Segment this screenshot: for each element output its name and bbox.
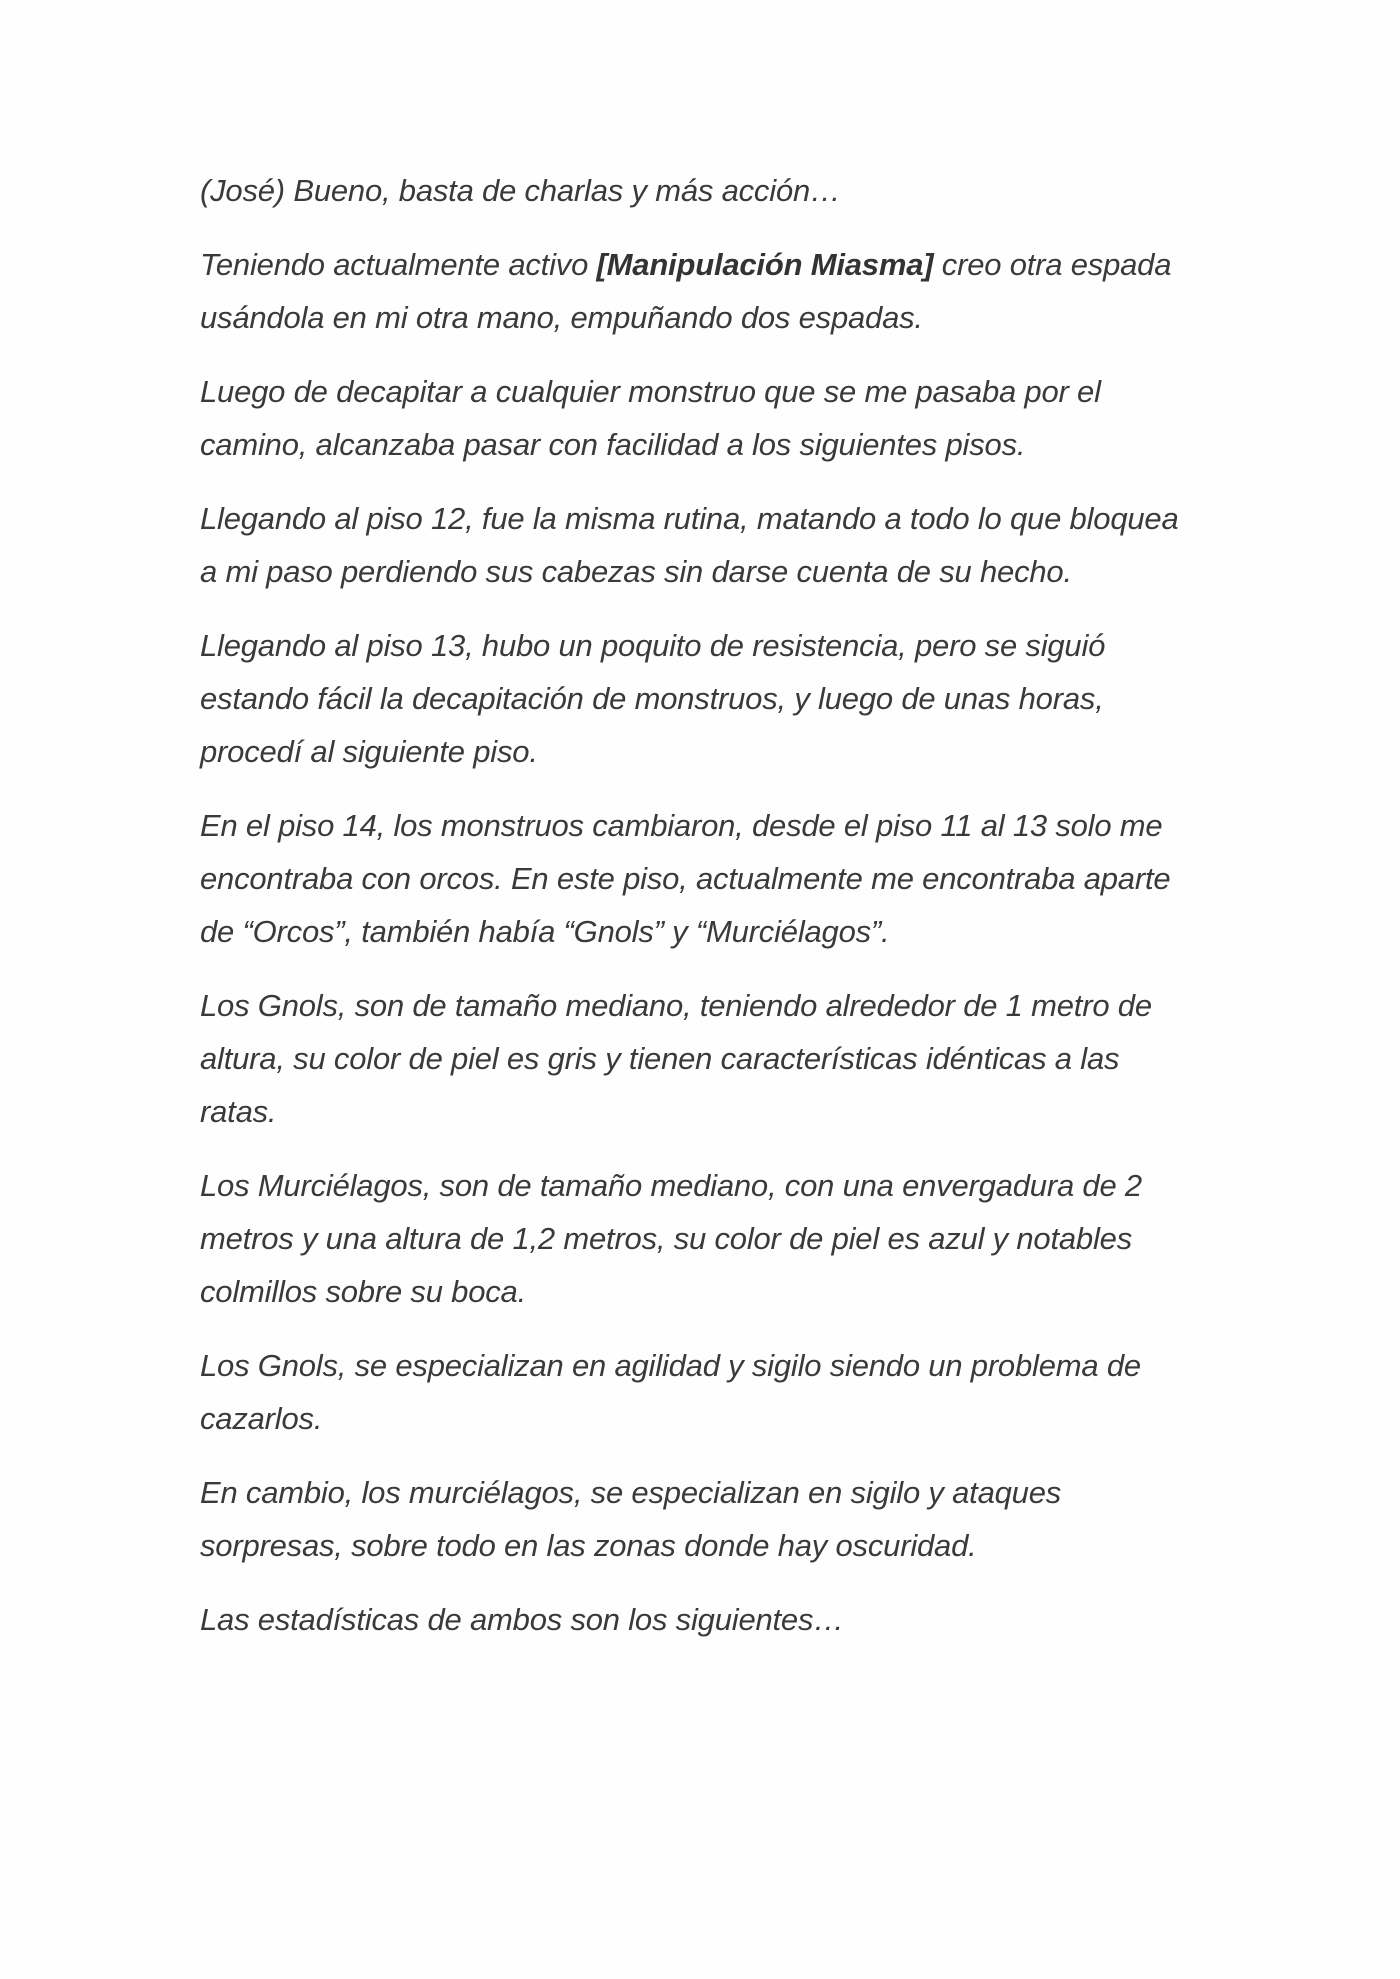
- paragraph-4: Llegando al piso 12, fue la misma rutina, matando a todo lo que bloquea a mi paso perdiendo sus cabezas sin darse cuenta de su hecho.: [200, 501, 1179, 589]
- paragraph-10: En cambio, los murciélagos, se especializan en sigilo y ataques sorpresas, sobre todo en las zonas donde hay oscuridad.: [200, 1475, 1062, 1563]
- paragraph-1: (José) Bueno, basta de charlas y más acción…: [200, 173, 841, 208]
- paragraph-3: Luego de decapitar a cualquier monstruo que se me pasaba por el camino, alcanzaba pasar con facilidad a los siguientes pisos.: [200, 374, 1101, 462]
- paragraph-2-text-before: Teniendo actualmente activo: [200, 247, 597, 282]
- paragraph-2: [200, 238, 1200, 344]
- skill-name: [Manipulación Miasma]: [596, 247, 934, 282]
- paragraph-8: Los Murciélagos, son de tamaño mediano, con una envergadura de 2 metros y una altura de 1,2 metros, su color de piel es azul y notables colmillos sobre su boca.: [200, 1168, 1142, 1309]
- paragraph-6: En el piso 14, los monstruos cambiaron, desde el piso 11 al 13 solo me encontraba con orcos. En este piso, actualmente me encontraba aparte de “Orcos”, también había “Gnols” y “Murciélagos”.: [200, 808, 1171, 949]
- paragraph-2-text-after: creo otra espada usándola en mi otra mano, empuñando dos espadas.: [200, 247, 1172, 335]
- paragraph-7: Los Gnols, son de tamaño mediano, teniendo alrededor de 1 metro de altura, su color de piel es gris y tienen características idénticas a las ratas.: [200, 988, 1152, 1129]
- paragraph-5: Llegando al piso 13, hubo un poquito de resistencia, pero se siguió estando fácil la decapitación de monstruos, y luego de unas horas, procedí al siguiente piso.: [200, 628, 1106, 769]
- document-body: [200, 164, 1200, 1667]
- paragraph-11: Las estadísticas de ambos son los siguientes…: [200, 1602, 845, 1637]
- paragraph-9: Los Gnols, se especializan en agilidad y sigilo siendo un problema de cazarlos.: [200, 1348, 1141, 1436]
